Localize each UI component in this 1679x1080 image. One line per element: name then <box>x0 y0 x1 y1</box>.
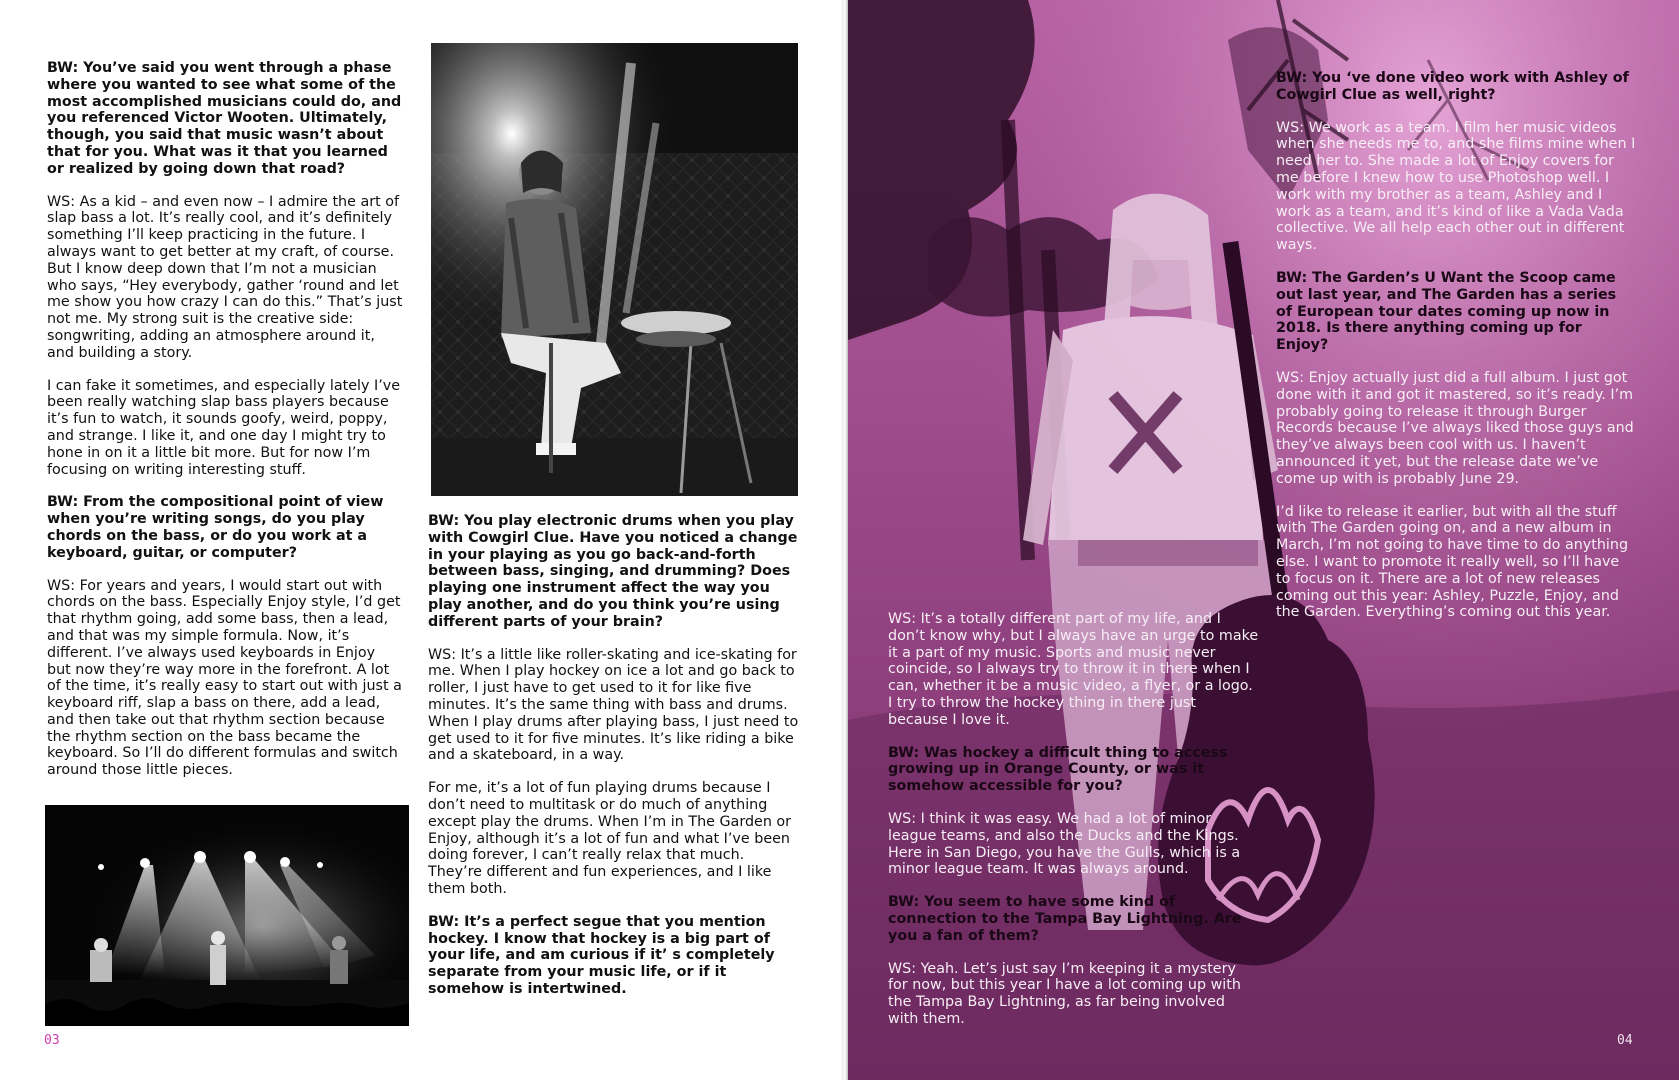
interview-answer: I’d like to release it earlier, but with all the stuff with The Garden going on, and a new album in March, I’m not going to have time to do anything else. I want to promote it really well, so I’ll have to focus on it. There are a lot of new releases coming out this year: Ashley, Puzzle, Enjoy, and the Garden. Everything’s coming out this year. <box>1276 503 1629 621</box>
interview-answer: WS: It’s a totally different part of my life, and I don’t know why, but I always have an urge to make it a part of my music. Sports and music never coincide, so I always try to throw it in there when I can, whether it be a music video, a flyer, or a logo. I try to throw the hockey thing in there just because I love it. <box>888 611 1259 728</box>
interview-question: BW: Was hockey a difficult thing to access growing up in Orange County, or was it somehow accessible for you? <box>888 744 1228 795</box>
interview-question: BW: The Garden’s U Want the Scoop came out last year, and The Garden has a series of European tour dates coming up now in 2018. Is there anything coming up for Enjoy? <box>1276 269 1617 354</box>
interview-answer: WS: For years and years, I would start out with chords on the bass. Especially Enjoy style, I’d get that rhythm going, add some bass, then a lead, and that was my simple formula. Now, it’s different. I’ve always used keyboards in Enjoy but now they’re way more in the forefront. A lot of the time, it’s really easy to start out with just a keyboard riff, slap a bass on there, add a lead, and then take out that rhythm section because the rhythm section on the bass became the keyboard. So I’ll do different formulas and switch around those little pieces. <box>47 577 402 779</box>
interview-answer: For me, it’s a lot of fun playing drums because I don’t need to multitask or do much of anything except play the drums. When I’m in The Garden or Enjoy, although it’s a lot of fun and what I’ve been doing forever, I can’t really relax that much. They’re different and fun experiences, and I like them both. <box>428 780 792 897</box>
interview-question: BW: From the compositional point of view when you’re writing songs, do you play chords on the bass, or do you work at a keyboard, guitar, or computer? <box>47 494 384 561</box>
interview-answer: WS: I think it was easy. We had a lot of minor league teams, and also the Ducks and the Kings. Here in San Diego, you have the Gulls, which is a minor league team. It was always around. <box>888 810 1241 878</box>
interview-question: BW: It’s a perfect segue that you mention hockey. I know that hockey is a big part of your life, and am curious if it’ s completely separate from your music life, or if it somehow is intertwined. <box>428 913 775 997</box>
interview-answer: WS: Yeah. Let’s just say I’m keeping it a mystery for now, but this year I have a lot coming up with the Tampa Bay Lightning, as far being involved with them. <box>888 960 1241 1027</box>
right-column-center <box>888 611 1259 1044</box>
interview-answer: WS: Enjoy actually just did a full album. I just got done with it and got it mastered, so it’s ready. I’m probably going to release it through Burger Records because I’ve always liked those guys and they’ve always been cool with us. I haven’t announced it yet, but the release date we’ve come up with is probably June 29. <box>1276 369 1634 487</box>
page-number-left: 03 <box>44 1033 60 1048</box>
interview-answer: WS: It’s a little like roller-skating and ice-skating for me. When I play hockey on ice a lot and go back to roller, I just have to get used to it for like five minutes. It’s the same thing with bass and drums. When I play drums after playing bass, I just need to get used to it for five minutes. It’s like riding a bike and a skateboard, in a way. <box>428 646 799 764</box>
photo-drummer-image <box>431 43 798 496</box>
right-column-right <box>1276 70 1636 637</box>
interview-answer: I can fake it sometimes, and especially lately I’ve been really watching slap bass players because it’s fun to watch, it sounds goofy, weird, poppy, and strange. I like it, and one day I might try to hone in on it a little bit more. But for now I’m focusing on writing interesting stuff. <box>47 377 401 478</box>
left-column-1 <box>47 60 403 795</box>
photo-concert-stage-image <box>45 805 409 1026</box>
interview-question: BW: You’ve said you went through a phase where you wanted to see what some of the most accomplished musicians could do, and you referenced Victor Wooten. Ultimately, though, you said that music wasn’t about that for you. What was it that you learned or realized by going down that road? <box>47 60 402 177</box>
photo-concert-stage <box>45 805 409 1026</box>
left-column-2 <box>428 513 801 1014</box>
interview-question: BW: You seem to have some kind of connection to the Tampa Bay Lightning. Are you a fan of them? <box>888 894 1242 944</box>
interview-question: BW: You ‘ve done video work with Ashley of Cowgirl Clue as well, right? <box>1276 70 1629 103</box>
interview-question: BW: You play electronic drums when you play with Cowgirl Clue. Have you noticed a change in your playing as you go back-and-forth between bass, singing, and drumming? Does playing one instrument affect the way you play another, and do you think you’re using different parts of your brain? <box>428 513 798 630</box>
page-number-right: 04 <box>1617 1033 1633 1048</box>
interview-answer: WS: We work as a team. I film her music videos when she needs me to, and she films mine when I need her to. She made a lot of Enjoy covers for me before I knew how to use Photoshop well. I work with my brother as a team, Ashley and I work as a team, and it’s kind of like a Vada Vada collective. We all help each other out in different ways. <box>1276 119 1636 254</box>
right-page <box>848 0 1679 1080</box>
interview-answer: WS: As a kid – and even now – I admire the art of slap bass a lot. It’s really cool, and it’s definitely something I’ll keep practicing in the future. I always want to get better at my craft, of course. But I know deep down that I’m not a musician who says, “Hey everybody, gather ‘round and let me show you how crazy I can do this.” That’s just not me. My strong suit is the creative side: songwriting, adding an atmosphere around it, and building a story. <box>47 193 403 361</box>
photo-drummer <box>431 43 798 496</box>
